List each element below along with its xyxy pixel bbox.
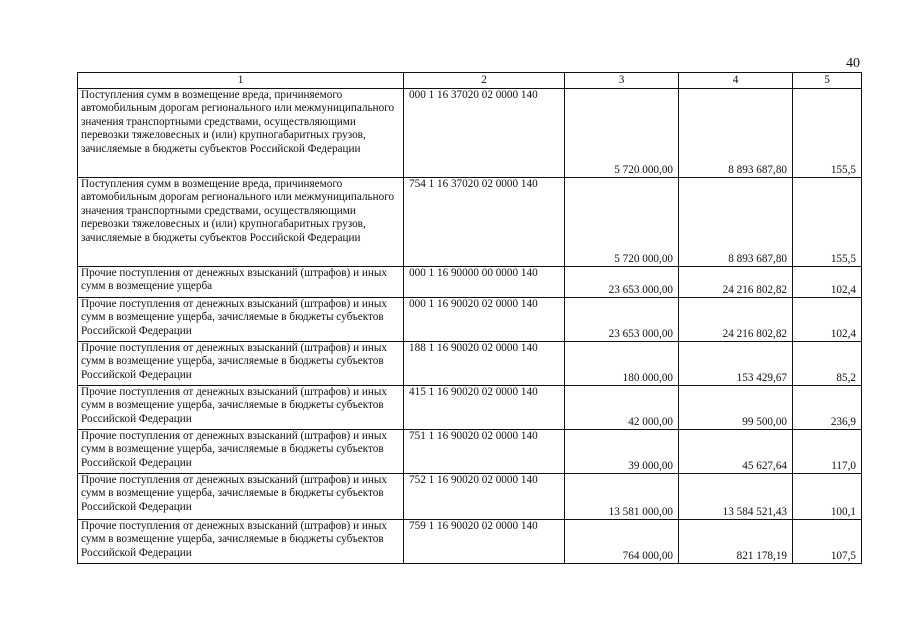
table-row <box>78 386 862 430</box>
row-percent-cell: 117,0 <box>793 430 862 474</box>
row-plan-cell: 13 581 000,00 <box>565 474 679 520</box>
row-code-cell: 754 1 16 37020 02 0000 140 <box>404 178 565 267</box>
column-header-5: 5 <box>793 73 862 89</box>
table-row <box>78 430 862 474</box>
row-percent-cell: 155,5 <box>793 89 862 178</box>
table-row <box>78 178 862 267</box>
table-row <box>78 298 862 342</box>
row-code-cell: 188 1 16 90020 02 0000 140 <box>404 342 565 386</box>
row-name-cell: Прочие поступления от денежных взысканий (штрафов) и иных сумм в возмещение ущерба <box>78 267 404 298</box>
row-code-cell: 759 1 16 90020 02 0000 140 <box>404 520 565 564</box>
row-fact-cell: 45 627,64 <box>679 430 793 474</box>
row-code-cell: 000 1 16 90000 00 0000 140 <box>404 267 565 298</box>
table-row <box>78 474 862 520</box>
row-name-cell: Прочие поступления от денежных взысканий (штрафов) и иных сумм в возмещение ущерба, зачисляемые в бюджеты субъектов Российской Федерации <box>78 342 404 386</box>
table-row <box>78 89 862 178</box>
page-number: 40 <box>846 56 860 71</box>
row-plan-cell: 5 720 000,00 <box>565 178 679 267</box>
row-fact-cell: 24 216 802,82 <box>679 267 793 298</box>
row-code-cell: 000 1 16 90020 02 0000 140 <box>404 298 565 342</box>
row-plan-cell: 42 000,00 <box>565 386 679 430</box>
row-percent-cell: 155,5 <box>793 178 862 267</box>
row-fact-cell: 8 893 687,80 <box>679 89 793 178</box>
row-percent-cell: 102,4 <box>793 267 862 298</box>
column-header-2: 2 <box>404 73 565 89</box>
row-code-cell: 751 1 16 90020 02 0000 140 <box>404 430 565 474</box>
row-fact-cell: 99 500,00 <box>679 386 793 430</box>
table-row <box>78 520 862 564</box>
row-fact-cell: 24 216 802,82 <box>679 298 793 342</box>
row-name-cell: Поступления сумм в возмещение вреда, причиняемого автомобильным дорогам регионального или межмуниципального значения транспортными средствами, осуществляющими перевозки тяжеловесных и (или) крупногабаритных грузов, зачисляемые в бюджеты субъектов Российской Федерации <box>78 89 404 178</box>
table-row <box>78 342 862 386</box>
column-header-3: 3 <box>565 73 679 89</box>
row-plan-cell: 180 000,00 <box>565 342 679 386</box>
row-name-cell: Прочие поступления от денежных взысканий (штрафов) и иных сумм в возмещение ущерба, зачисляемые в бюджеты субъектов Российской Федерации <box>78 430 404 474</box>
row-plan-cell: 23 653 000,00 <box>565 298 679 342</box>
row-name-cell: Прочие поступления от денежных взысканий (штрафов) и иных сумм в возмещение ущерба, зачисляемые в бюджеты субъектов Российской Федерации <box>78 474 404 520</box>
row-percent-cell: 85,2 <box>793 342 862 386</box>
row-name-cell: Прочие поступления от денежных взысканий (штрафов) и иных сумм в возмещение ущерба, зачисляемые в бюджеты субъектов Российской Федерации <box>78 520 404 564</box>
row-percent-cell: 107,5 <box>793 520 862 564</box>
row-name-cell: Прочие поступления от денежных взысканий (штрафов) и иных сумм в возмещение ущерба, зачисляемые в бюджеты субъектов Российской Федерации <box>78 298 404 342</box>
row-percent-cell: 102,4 <box>793 298 862 342</box>
row-plan-cell: 764 000,00 <box>565 520 679 564</box>
table-row <box>78 267 862 298</box>
row-percent-cell: 100,1 <box>793 474 862 520</box>
row-name-cell: Поступления сумм в возмещение вреда, причиняемого автомобильным дорогам регионального или межмуниципального значения транспортными средствами, осуществляющими перевозки тяжеловесных и (или) крупногабаритных грузов, зачисляемые в бюджеты субъектов Российской Федерации <box>78 178 404 267</box>
row-code-cell: 752 1 16 90020 02 0000 140 <box>404 474 565 520</box>
row-plan-cell: 23 653 000,00 <box>565 267 679 298</box>
row-fact-cell: 821 178,19 <box>679 520 793 564</box>
row-fact-cell: 8 893 687,80 <box>679 178 793 267</box>
row-name-cell: Прочие поступления от денежных взысканий (штрафов) и иных сумм в возмещение ущерба, зачисляемые в бюджеты субъектов Российской Федерации <box>78 386 404 430</box>
row-plan-cell: 5 720 000,00 <box>565 89 679 178</box>
row-percent-cell: 236,9 <box>793 386 862 430</box>
column-header-1: 1 <box>78 73 404 89</box>
row-fact-cell: 13 584 521,43 <box>679 474 793 520</box>
column-header-4: 4 <box>679 73 793 89</box>
row-code-cell: 415 1 16 90020 02 0000 140 <box>404 386 565 430</box>
row-fact-cell: 153 429,67 <box>679 342 793 386</box>
row-plan-cell: 39 000,00 <box>565 430 679 474</box>
row-code-cell: 000 1 16 37020 02 0000 140 <box>404 89 565 178</box>
revenue-table <box>77 72 862 564</box>
table-header-row <box>78 73 862 89</box>
